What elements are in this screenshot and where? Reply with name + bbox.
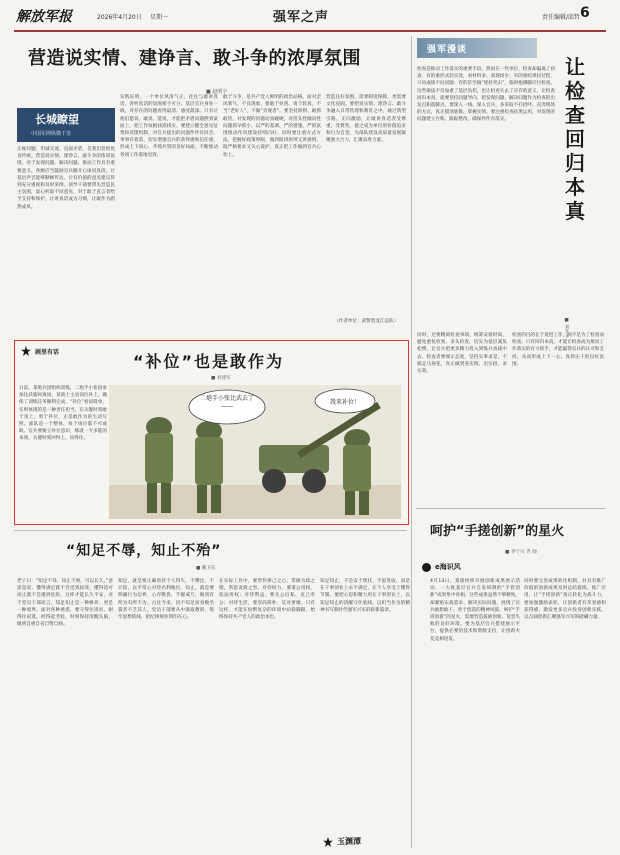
lower-body-col-1: 老子曰：“知足不辱，知止不殆，可以长久。”意思是说，懂得满足就不会受到屈辱，懂得适可而止就不会遇到危险，这样才能长久平安。对于党员干部而言，知足知止是一种修养，更是一种境界。面对各种诱惑，要守得住清贫、耐得住寂寞、经得起考验，时刻保持清醒头脑，做到自重自省自警自励。: [17, 579, 113, 628]
comic-illustration: [109, 385, 401, 519]
comic-box: [14, 340, 409, 525]
section-title: 强军之声: [273, 10, 330, 25]
divider-horizontal-lower: [14, 530, 407, 531]
main-byline: ■ 赵明宇: [206, 89, 228, 95]
e-column-name: e海识风: [435, 563, 461, 571]
bottom-label: 玉渊潭: [337, 837, 361, 846]
right-body-col-1: 检查是推动工作落实的重要手段。然而在一些单位，检查却偏离了初衷：有的重形式轻实效，看材料多、看现场少；有的重结果轻过程，只问成绩不问问题；有的甚至搞“迎检突击”，临时抱佛脚应付检查。这些做法不仅加重了基层负担，也让检查失去了应有的意义。让检查回归本真，就要坚持问题导向，把发现问题、解决问题作为检查的出发点和落脚点。要深入一线、深入官兵，多采取不打招呼、直奔现场的方式，真正摸清底数、掌握实情。要注重检查结果运用，对发现的问题建立台账、跟踪整改，确保件件有落实。: [417, 67, 555, 123]
comic-byline: ■ 刘建军: [211, 376, 231, 381]
speech-right-text: 我来补位！: [329, 399, 360, 406]
main-author-note: （作者单位：武警黑龙江总队）: [334, 319, 399, 324]
lower-body-col-4: 知足知止，不是安于现状、不思进取，而是在干事创业上永不满足，在个人享受上懂得节制。要把心思和精力用在干事创业上，以知足知止的清醒守住底线，以担当作为的精神书写新时代强军兴军的崭新篇章。: [320, 579, 410, 613]
right-body-col-2: 同时，还要精简检查事项，统筹安排时间，避免重复检查、多头检查，切实为基层减负松绑，让官兵把更多精力投入到练兵备战中去。检查者要端正态度，坚持实事求是，不搞走马观花，真正做到查实情、出实招、求实效。: [417, 333, 507, 375]
lower-left-byline: ■ 戴卫东: [196, 566, 216, 571]
comic-body-left: 日前，某炮兵团组织训练，二炮手小张因参加比武临时离岗，某战士主动顶位补上，确保了训练任务顺利完成。“补位”看似简单，实则体现的是一种责任担当。在关键时刻敢于顶上、勇于补位，正是敢作为的生动写照。部队是一个整体，每个岗位都不可或缺。官兵要树立补位意识，练就一专多能的本领，关键时刻冲得上、顶得住。: [19, 386, 107, 442]
main-body-col-2: 实践证明，一个单位风清气正，往往与敢讲真话、善听真话的氛围密不可分。基层官兵身处一线，对存在的问题看得最清、感受最深。只有让他们愿说、敢说、能说，才能把矛盾问题摆到桌面上，把工作短板找准找实。要建立健全意见征集和反馈机制，对官兵提出的问题件件有回音、事事有着落，切实增强官兵的获得感和信任感，形成上下同心、齐抓共管的良好局面，不断推动各项工作落地见效。: [120, 95, 218, 158]
column-sub: 中国军网纵横千里: [31, 131, 72, 137]
lower-body-col-2: 知足，就是要正确看待个人得失，不攀比、不计较，以平常心对待名利地位。知止，就是要明确行为边界，心存敬畏、手握戒尺，做到有所为有所不为。古往今来，因不知足而身败名裂者不乏其人。党员干部要从中汲取教训，筑牢思想防线，把纪律规矩刻印在心。: [118, 579, 214, 621]
lower-left-headline: “知足不辱，知止不殆”: [66, 543, 222, 559]
e-column-badge: [422, 562, 492, 573]
right-body-col-3: 检查的目的在于促进工作，而不是为了检查而检查。只有回归本真，才能让检查成为推动工作落实的有力抓手，才能赢得官兵的认可和支持，从而形成上下一心、真抓实干的良好氛围。: [512, 333, 604, 367]
comic-label: 画里有话: [35, 349, 60, 356]
e-column-icon: [422, 563, 431, 572]
divider-horizontal-right: [416, 508, 606, 509]
lower-body-col-3: 在实际工作中，要常怀律己之心，常修为政之德，常思贪欲之害。对待权力，要秉公用权、依法用权；对待利益，要先公后私、克己奉公；对待生活，要崇尚简朴、反对奢靡。只有这样，才能在纷繁复杂的环境中站稳脚跟，始终保持共产党人的政治本色。: [219, 579, 315, 621]
main-body-col-3: 敢于斗争，是共产党人鲜明的政治品格。面对歪风邪气、不良现象，要敢于亮剑、勇于较真，不当“老好人”，不做“旁观者”。要坚持原则、敢抓敢管，对发现的问题动真碰硬，对苗头性倾向性问题抓早抓小，以严的基调、严的措施、严的氛围推动作风建设持续向好。同时要注重方式方法，把握好政策界限，做到既讲原则又讲感情，既严格要求又关心爱护，真正把工作做到官兵心坎上。: [223, 95, 321, 158]
right-column-banner: [417, 38, 537, 58]
main-body-col-1: 正视问题、坦诚交流、直面矛盾，是我们党的优良传统。营造说实情、建诤言、敢斗争的浓厚氛围，对于发现问题、解决问题、推动工作具有重要意义。各级应当鼓励官兵敞开心扉说真话，让基层声音能够顺畅传达，让有价值的意见建议得到充分重视和及时采纳。领导干部要带头营造民主氛围，虚心听取不同意见，对于敢于直言者给予支持和保护，让讲真话成为习惯，让敢作为蔚然成风。: [17, 147, 115, 210]
issue-date: 2026年4月20日: [97, 14, 142, 21]
issue-weekday: 星期一: [150, 14, 169, 21]
comic-label-icon: [21, 346, 31, 356]
paper-name: 解放军报: [16, 9, 72, 25]
column-label: 长城瞭望: [35, 113, 79, 126]
right-mid-byline: ■ 李宁川 齐 帅: [505, 550, 537, 555]
comic-label-badge: [21, 346, 87, 357]
main-body-col-4: 营造良好氛围，需要制度保障，更需要文化浸润。要把说实情、建诤言、敢斗争融入日常管理和教育之中，通过典型引路、正向激励，让敢讲真话者受尊重、受褒奖，使之成为单位的价值追求和行为自觉，为部队建设高质量发展凝聚强大合力，汇聚奋进力量。: [326, 95, 406, 144]
editor-info: 责任编辑/邱哲: [542, 14, 581, 21]
masthead-rule: [14, 30, 606, 32]
speech-left-text: 二炮手小张比武去了——: [199, 395, 254, 410]
right-column-name: 强军漫谈: [427, 45, 468, 55]
column-label-box: [17, 108, 115, 142]
masthead: [0, 0, 620, 33]
right-byline: ■ 刘升平: [564, 318, 569, 339]
right-headline: 让检查回归本真: [565, 55, 585, 223]
lower-right-body-col-2: 同时要完善成果转化机制，对具有推广价值的创新成果及时总结提炼、推广应用，让“手搓创新”真正转化为战斗力。要加强激励表彰，让创新者有荣誉感和获得感，激发更多官兵投身创新实践，以点滴创新汇聚强军兴军的磅礴力量。: [524, 579, 606, 621]
bottom-badge-icon: [323, 837, 333, 847]
lower-right-body-col-1: 4月13日，某旅组织开展创新成果展示活动，一大批基层官兵自发研制的“手搓创新”成果集中亮相。这些成果虽然不够精致，却紧贴实战需求、解决实际问题，展现了官兵敢想敢干、善于创造的精神风貌。呵护“手搓创新”的星火，需要营造鼓励创新、宽容失败的良好环境。要为基层官兵搭建展示平台，提供必要的技术和资源支持，让创新火花竞相迸发。: [430, 579, 520, 642]
bottom-badge: [323, 836, 393, 848]
main-headline: 营造说实情、建诤言、敢斗争的浓厚氛围: [28, 48, 361, 69]
comic-headline: “补位”也是敢作为: [133, 352, 285, 371]
page-number: 6: [580, 5, 590, 21]
right-mid-headline: 呵护“手搓创新”的星火: [430, 524, 565, 539]
divider-vertical-main: [411, 36, 412, 848]
